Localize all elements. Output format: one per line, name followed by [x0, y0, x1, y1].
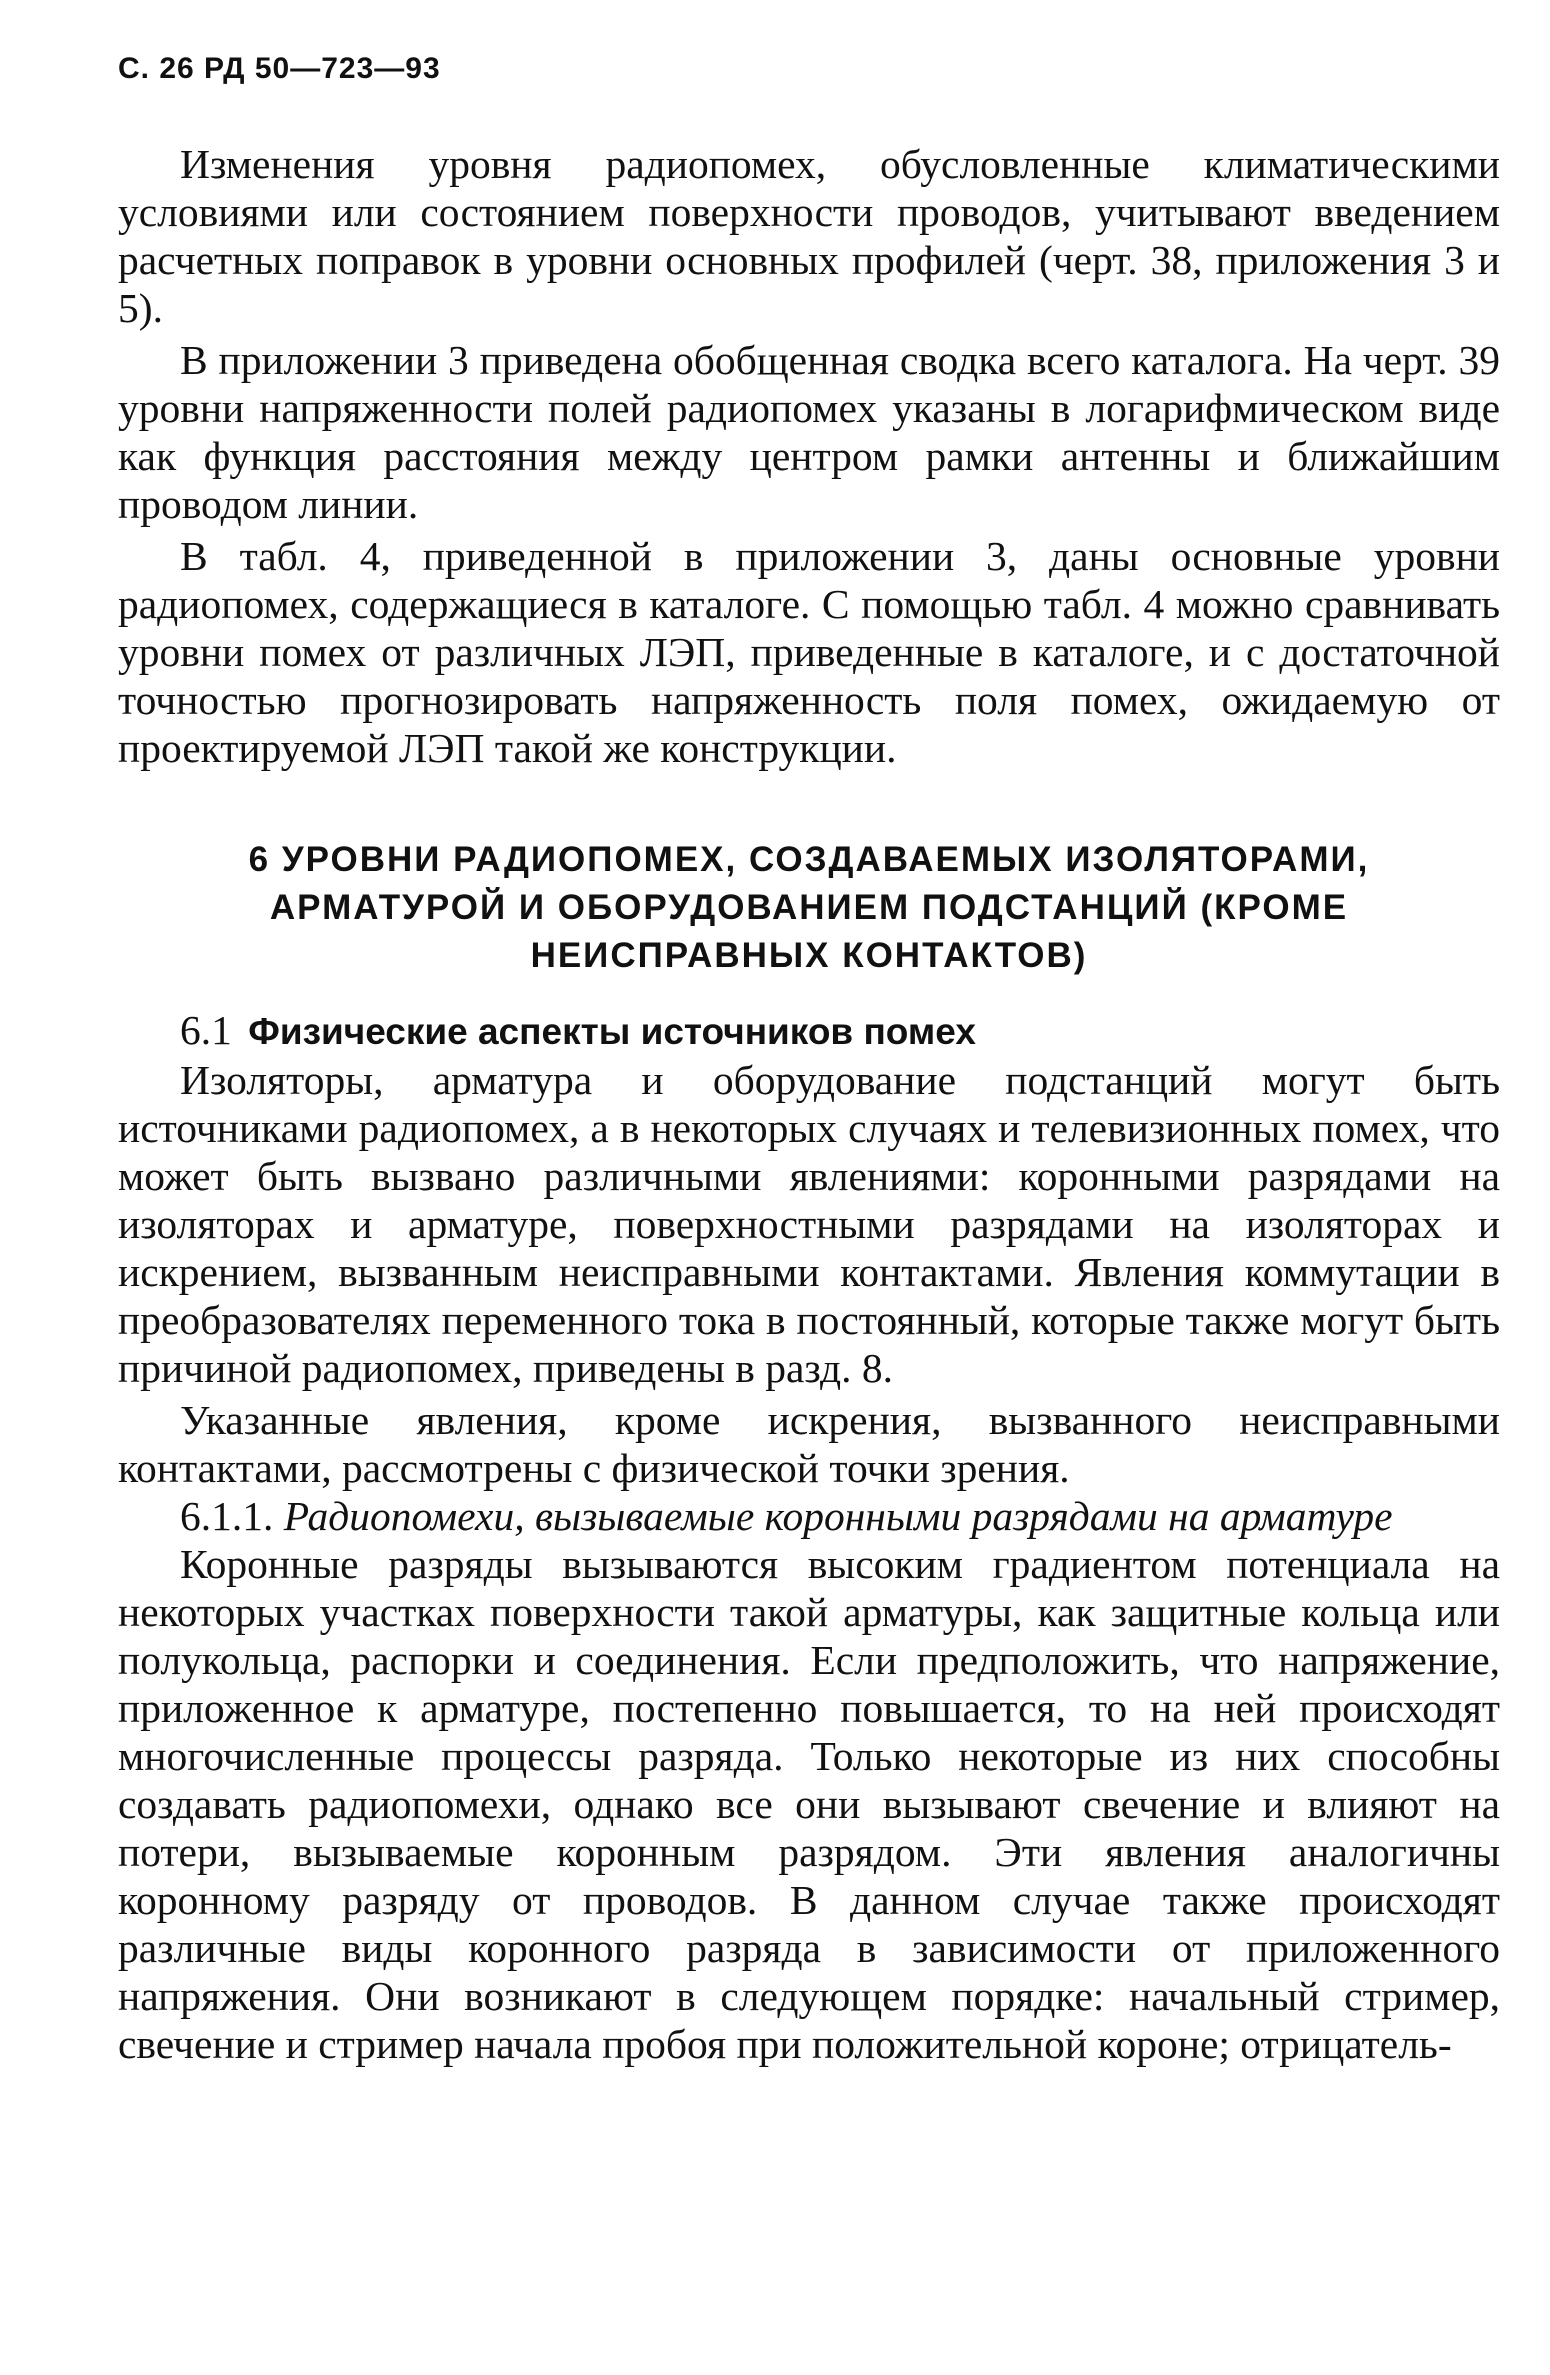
- subsection-heading: [118, 1492, 1500, 1540]
- paragraph: В приложении 3 приведена обобщенная сводка всего каталога. На черт. 39 уровни напряженности полей радиопомех указаны в логарифмическом виде как функция расстояния между центром рамки антенны и ближайшим проводом линии.: [118, 337, 1500, 527]
- subsection-number: 6.1.1.: [180, 1493, 274, 1539]
- section-heading: 6 УРОВНИ РАДИОПОМЕХ, СОЗДАВАЕМЫХ ИЗОЛЯТОРАМИ, АРМАТУРОЙ И ОБОРУДОВАНИЕМ ПОДСТАНЦИЙ (КРОМЕ НЕИСПРАВНЫХ КОНТАКТОВ): [248, 840, 1370, 975]
- paragraph: Указанные явления, кроме искрения, вызванного неисправными контактами, рассмотрены с физической точки зрения.: [118, 1397, 1500, 1491]
- paragraph: Изоляторы, арматура и оборудование подстанций могут быть источниками радиопомех, а в некоторых случаях и телевизионных помех, что может быть вызвано различными явлениями: коронными разрядами на изоляторах и арматуре, поверхностными разрядами на изоляторах и искрением, вызванным неисправными контактами. Явления коммутации в преобразователях переменного тока в постоянный, которые также могут быть причиной радиопомех, приведены в разд. 8.: [118, 1057, 1500, 1391]
- subsection-title: Физические аспекты источников помех: [248, 1011, 976, 1052]
- subsection-number: 6.1: [180, 1007, 232, 1053]
- paragraph: Коронные разряды вызываются высоким градиентом потенциала на некоторых участках поверхности такой арматуры, как защитные кольца или полукольца, распорки и соединения. Если предположить, что напряжение, приложенное к арматуре, постепенно повышается, то на ней происходят многочисленные процессы разряда. Только некоторые из них способны создавать радиопомехи, однако все они вызывают свечение и влияют на потери, вызываемые коронным разрядом. Эти явления аналогичны коронному разряду от проводов. В данном случае также происходят различные виды коронного разряда в зависимости от приложенного напряжения. Они возникают в следующем порядке: начальный стример, свечение и стример начала пробоя при положительной короне; отрицатель-: [118, 1541, 1500, 2067]
- subsection-title: Радиопомехи, вызываемые коронными разрядами на арматуре: [283, 1493, 1393, 1539]
- page-header: С. 26 РД 50—723—93: [118, 52, 441, 85]
- paragraph: В табл. 4, приведенной в приложении 3, даны основные уровни радиопомех, содержащиеся в каталоге. С помощью табл. 4 можно сравнивать уровни помех от различных ЛЭП, приведенные в каталоге, и с достаточной точностью прогнозировать напряженность поля помех, ожидаемую от проектируемой ЛЭП такой же конструкции.: [118, 533, 1500, 771]
- page-body: [118, 140, 1500, 2068]
- subsection-heading: [118, 1006, 1500, 1056]
- paragraph: Изменения уровня радиопомех, обусловленные климатическими условиями или состоянием поверхности проводов, учитывают введением расчетных поправок в уровни основных профилей (черт. 38, приложения 3 и 5).: [118, 141, 1500, 331]
